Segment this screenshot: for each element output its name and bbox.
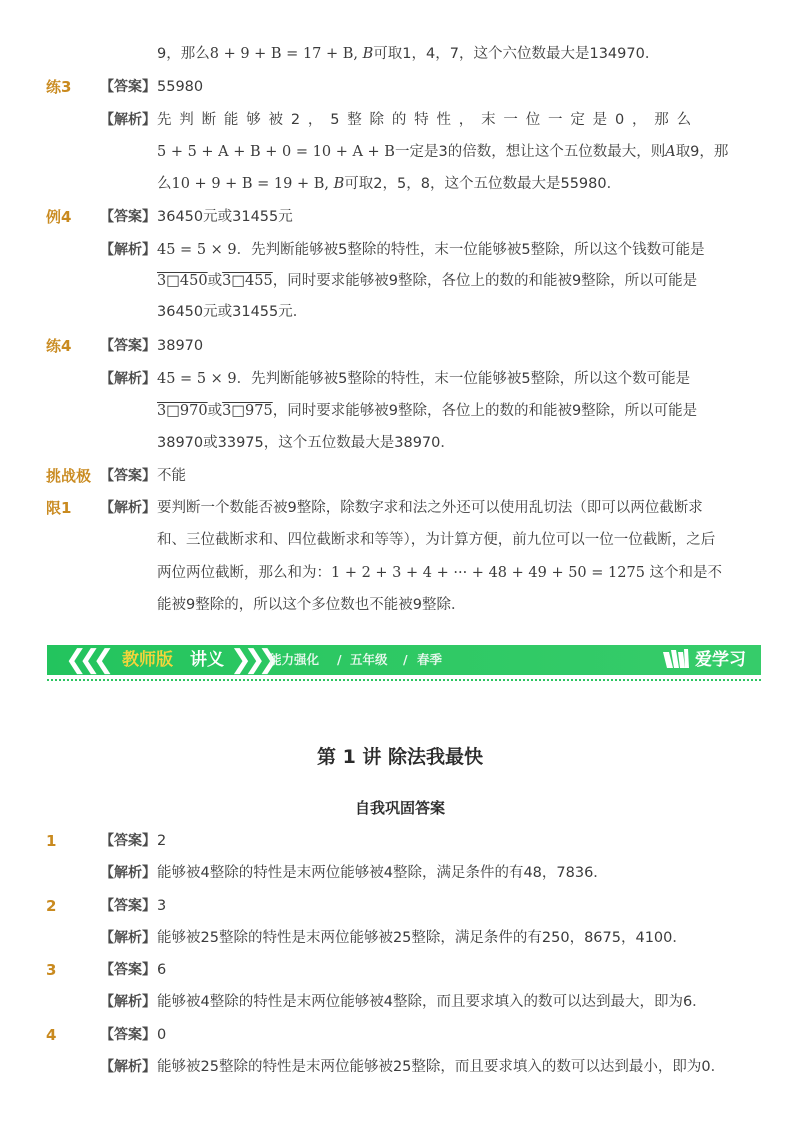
item-number: 4 [46, 1026, 57, 1044]
answer-value: 55980 [157, 79, 204, 95]
banner-meta-sep: / [337, 652, 342, 667]
analysis-tag: 【解析】 [100, 112, 156, 128]
analysis-line: 能够被25整除的特性是末两位能够被25整除，而且要求填入的数可以达到最小，即为0． [157, 1059, 726, 1075]
problem-label-tiaozhan: 挑战极 [46, 467, 92, 485]
item-number: 2 [46, 897, 57, 915]
answer-tag: 【答案】 [100, 79, 156, 95]
analysis-line: 能够被4整除的特性是末两位能够被4整除，而且要求填入的数可以达到最大，即为6． [157, 994, 707, 1010]
analysis-line: 要判断一个数能否被9整除，除数字求和法之外还可以使用乱切法（即可以两位截断求 [157, 500, 703, 516]
problem-label-lian4: 练4 [46, 337, 72, 355]
analysis-tag: 【解析】 [100, 865, 156, 881]
item-number: 1 [46, 832, 57, 850]
answer-tag: 【答案】 [100, 833, 156, 849]
problem-label-li4: 例4 [46, 208, 72, 226]
analysis-line: 45 = 5 × 9．先判断能够被5整除的特性，末一位能够被5整除，所以这个数可能是 [157, 371, 691, 387]
continued-line: 9，那么8 + 9 + B = 17 + B, B可取1，4，7，这个六位数最大是134970． [157, 46, 660, 62]
answer-tag: 【答案】 [100, 898, 156, 914]
analysis-line: 和、三位截断求和、四位截断求和等等），为计算方便，前九位可以一位一位截断，之后 [157, 532, 716, 548]
banner-meta-term: 春季 [417, 652, 443, 667]
analysis-line: 能够被25整除的特性是末两位能够被25整除，满足条件的有250，8675，4100． [157, 930, 687, 946]
analysis-line: 两位两位截断，那么和为：1 + 2 + 3 + 4 + ··· + 48 + 49 + 50 = 1275 这个和是不 [157, 565, 723, 581]
problem-label-tiaozhan-2: 限1 [46, 499, 72, 517]
analysis-tag: 【解析】 [100, 930, 156, 946]
banner-title-suffix: 讲义 [190, 650, 224, 670]
answer-tag: 【答案】 [100, 338, 156, 354]
answer-value: 2 [157, 833, 167, 849]
analysis-line: 能够被4整除的特性是末两位能够被4整除，满足条件的有48，7836． [157, 865, 608, 881]
analysis-tag: 【解析】 [100, 994, 156, 1010]
answer-tag: 【答案】 [100, 1027, 156, 1043]
analysis-line: 么10 + 9 + B = 19 + B, B可取2，5，8，这个五位数最大是55980． [157, 176, 622, 192]
analysis-line: 5 + 5 + A + B + 0 = 10 + A + B一定是3的倍数，想让这个五位数最大，则A取9，那 [157, 144, 729, 160]
banner-meta-course: 能力强化 [269, 652, 320, 667]
logo-text: 爱学习 [695, 650, 746, 670]
banner-divider [47, 679, 761, 681]
lecture-title: 第 1 讲 除法我最快 [316, 746, 484, 768]
analysis-line: 能被9整除的，所以这个多位数也不能被9整除． [157, 597, 466, 613]
banner-meta-sep: / [403, 652, 408, 667]
analysis-line: 45 = 5 × 9．先判断能够被5整除的特性，末一位能够被5整除，所以这个钱数可能是 [157, 242, 705, 258]
banner-title: 教师版 [122, 650, 173, 670]
answer-value: 36450元或31455元 [157, 209, 293, 225]
analysis-line: 3□450或3□455，同时要求能够被9整除，各位上的数的和能被9整除，所以可能是 [157, 273, 698, 289]
analysis-tag: 【解析】 [100, 500, 156, 516]
banner-meta-grade: 五年级 [350, 652, 388, 667]
analysis-line: 3□970或3□975，同时要求能够被9整除，各位上的数的和能被9整除，所以可能是 [157, 403, 698, 419]
problem-label-lian3: 练3 [46, 78, 72, 96]
answer-tag: 【答案】 [100, 209, 156, 225]
math-expression: 8 + 9 + B = 17 + B, [209, 46, 359, 62]
analysis-tag: 【解析】 [100, 1059, 156, 1075]
answer-value: 6 [157, 962, 167, 978]
chevron-right-icon: ❯❯❯ [230, 645, 272, 675]
chevron-left-icon: ❮❮❮ [65, 645, 107, 675]
answer-value: 38970 [157, 338, 204, 354]
analysis-line: 36450元或31455元． [157, 304, 308, 320]
item-number: 3 [46, 961, 57, 979]
analysis-tag: 【解析】 [100, 371, 156, 387]
analysis-line: 38970或33975，这个五位数最大是38970． [157, 435, 455, 451]
teacher-edition-banner [47, 645, 761, 675]
analysis-line: 先 判 断 能 够 被 2 ， 5 整 除 的 特 性 ， 末 一 位 一 定 是 0 ， 那 么 [157, 112, 693, 128]
answer-value: 0 [157, 1027, 167, 1043]
section-subtitle: 自我巩固答案 [354, 799, 445, 817]
answer-value: 不能 [157, 468, 186, 484]
answer-tag: 【答案】 [100, 962, 156, 978]
aixuexi-logo [661, 648, 757, 672]
answer-value: 3 [157, 898, 167, 914]
answer-tag: 【答案】 [100, 468, 156, 484]
analysis-tag: 【解析】 [100, 242, 156, 258]
